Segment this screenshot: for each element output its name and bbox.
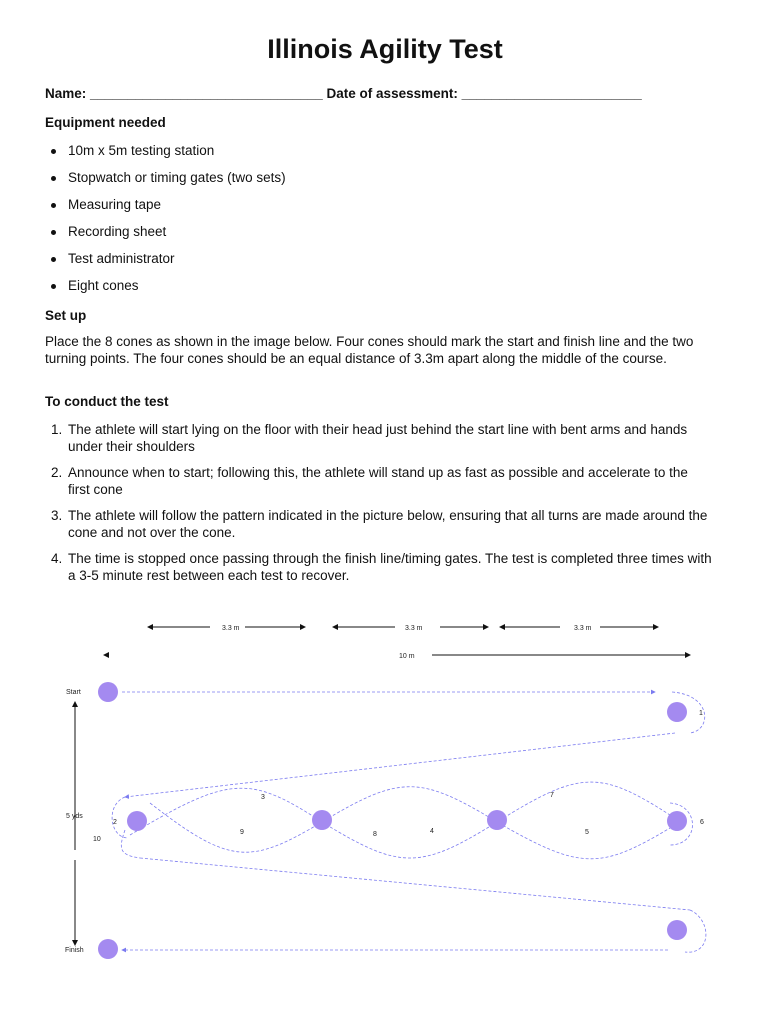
- name-date-line: [45, 86, 642, 101]
- path-number: 3: [261, 794, 265, 801]
- setup-text: Place the 8 cones as shown in the image below. Four cones should mark the start and finish line and the two turning points. The four cones should be an equal distance of 3.3m apart along the middle of the course.: [45, 334, 694, 366]
- path-number: 10: [93, 836, 101, 843]
- start-label: Start: [66, 689, 81, 696]
- path-number: 6: [700, 819, 704, 826]
- cone: [667, 920, 687, 940]
- path-number: 4: [430, 828, 434, 835]
- cones: [98, 682, 687, 959]
- path-number: 5: [585, 829, 589, 836]
- equipment-heading: Equipment needed: [45, 115, 166, 130]
- cone: [667, 811, 687, 831]
- cone: [667, 702, 687, 722]
- width-label: 5 yds: [66, 813, 83, 820]
- segment-label: 3.3 m: [574, 625, 592, 632]
- dimension-row: [75, 627, 690, 945]
- cone: [98, 939, 118, 959]
- date-field[interactable]: ________________________: [461, 86, 642, 101]
- finish-label: Finish: [65, 947, 84, 954]
- total-length-label: 10 m: [399, 653, 415, 660]
- agility-course-diagram: [0, 600, 770, 980]
- segment-label: 3.3 m: [405, 625, 423, 632]
- path-number: 7: [550, 792, 554, 799]
- cone: [98, 682, 118, 702]
- path-number: 1: [699, 710, 703, 717]
- path-number: 2: [113, 819, 117, 826]
- path-number: 9: [240, 829, 244, 836]
- cone: [312, 810, 332, 830]
- name-label: Name:: [45, 86, 87, 101]
- path-number: 8: [373, 831, 377, 838]
- conduct-heading: To conduct the test: [45, 394, 169, 409]
- cone: [487, 810, 507, 830]
- segment-label: 3.3 m: [222, 625, 240, 632]
- name-field[interactable]: _______________________________: [90, 86, 323, 101]
- running-path: [112, 692, 706, 952]
- cone: [127, 811, 147, 831]
- date-label: Date of assessment:: [326, 86, 458, 101]
- page-title: Illinois Agility Test: [267, 34, 503, 64]
- setup-heading: Set up: [45, 308, 87, 323]
